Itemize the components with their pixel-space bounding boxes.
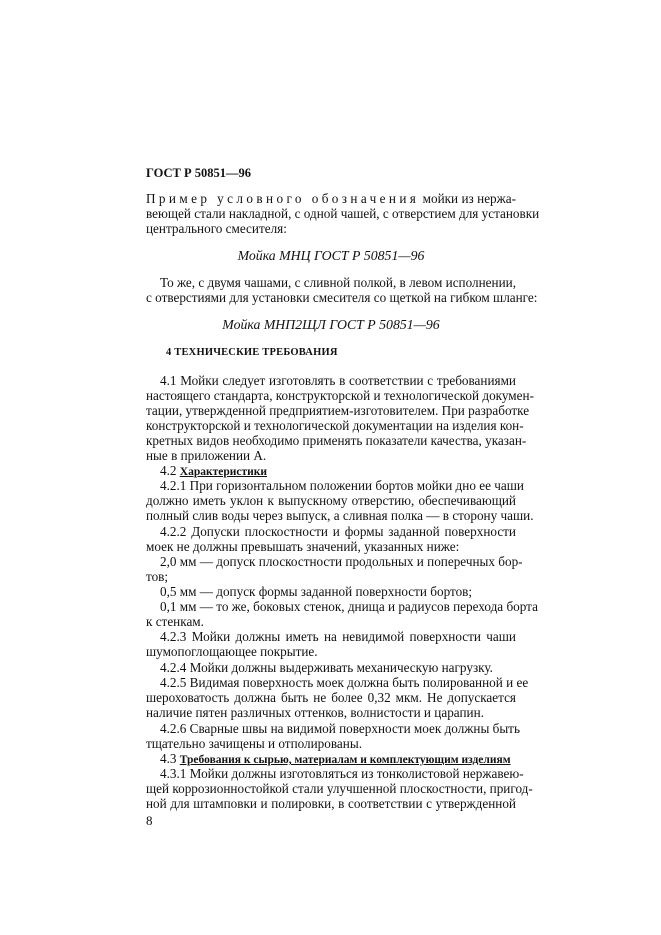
p422-line-0: 4.2.2 Допуски плоскостности и формы заданной поверхности [160, 524, 516, 539]
p431-line-0: 4.3.1 Мойки должны изготовляться из тонколистовой нержавею- [160, 766, 524, 781]
section-4-title: 4 ТЕХНИЧЕСКИЕ ТРЕБОВАНИЯ [166, 347, 338, 358]
p41-line-0: 4.1 Мойки следует изготовлять в соответствии с требованиями [160, 373, 516, 388]
page-number: 8 [146, 813, 153, 828]
example-line-1 [146, 191, 516, 206]
designation-2: Мойка МНП2ЩЛ ГОСТ Р 50851—96 [222, 317, 440, 332]
p425-line-0: 4.2.5 Видимая поверхность моек должна быть полированной и ее [160, 675, 529, 690]
p41-line-4: кретных видов необходимо применять показатели качества, указан- [146, 433, 527, 448]
p422-line-5: 0,1 мм — то же, боковых стенок, днища и радиусов перехода борта [160, 599, 538, 614]
p422-line-4: 0,5 мм — допуск формы заданной поверхности бортов; [160, 584, 473, 599]
p426-line-1: тщательно зачищены и отполированы. [146, 736, 362, 751]
p41-line-2: тации, утвержденной предприятием-изготовителем. При разработке [146, 403, 530, 418]
p43-number: 4.3 [160, 751, 180, 766]
p431-line-2: ной для штамповки и полировки, в соответствии с утвержденной [146, 796, 516, 811]
para2-line-1: То же, с двумя чашами, с сливной полкой, в левом исполнении, [160, 275, 516, 290]
document-header: ГОСТ Р 50851—96 [146, 166, 252, 180]
example-spaced-label: Пример условного обозначения [146, 191, 420, 206]
p424-line: 4.2.4 Мойки должны выдерживать механическую нагрузку. [160, 660, 493, 675]
p421-line-0: 4.2.1 При горизонтальном положении бортов мойки дно ее чаши [160, 478, 524, 493]
p426-line-0: 4.2.6 Сварные швы на видимой поверхности моек должны быть [160, 721, 520, 736]
para2-line-2: с отверстиями для установки смесителя со щеткой на гибком шланге: [146, 290, 538, 305]
p422-line-2: 2,0 мм — допуск плоскостности продольных и поперечных бор- [160, 554, 523, 569]
p41-line-5: ные в приложении А. [146, 448, 267, 463]
p425-line-1: шероховатость должна быть не более 0,32 мкм. Не допускается [146, 690, 516, 705]
p423-line-1: шумопоглощающее покрытие. [146, 644, 318, 659]
p425-line-2: наличие пятен различных оттенков, волнистости и царапин. [146, 705, 484, 720]
p43-title: Требования к сырью, материалам и комплектующим изделиям [179, 754, 511, 766]
designation-1: Мойка МНЦ ГОСТ Р 50851—96 [237, 248, 425, 263]
p422-line-3: тов; [146, 569, 169, 584]
example-line-2: веющей стали накладной, с одной чашей, с отверстием для установки [146, 206, 540, 221]
example-line-3: центрального смесителя: [146, 221, 287, 236]
p421-line-1: должно иметь уклон к выпускному отверстию, обеспечивающий [146, 493, 516, 508]
p42-number: 4.2 [160, 463, 180, 478]
p431-line-1: щей коррозионностойкой стали улучшенной плоскостности, пригод- [146, 781, 533, 796]
p42-title: Характеристики [179, 466, 268, 478]
p41-line-1: настоящего стандарта, конструкторской и технологической докумен- [146, 388, 534, 403]
p421-line-2: полный слив воды через выпуск, а сливная полка — в сторону чаши. [146, 508, 534, 523]
example-line-1-rest: мойки из нержа- [419, 191, 516, 206]
p422-line-6: к стенкам. [146, 614, 204, 629]
p422-line-1: моек не должны превышать значений, указанных ниже: [146, 539, 460, 554]
p423-line-0: 4.2.3 Мойки должны иметь на невидимой поверхности чаши [160, 629, 516, 644]
p41-line-3: конструкторской и технологической документации на изделия кон- [146, 418, 524, 433]
